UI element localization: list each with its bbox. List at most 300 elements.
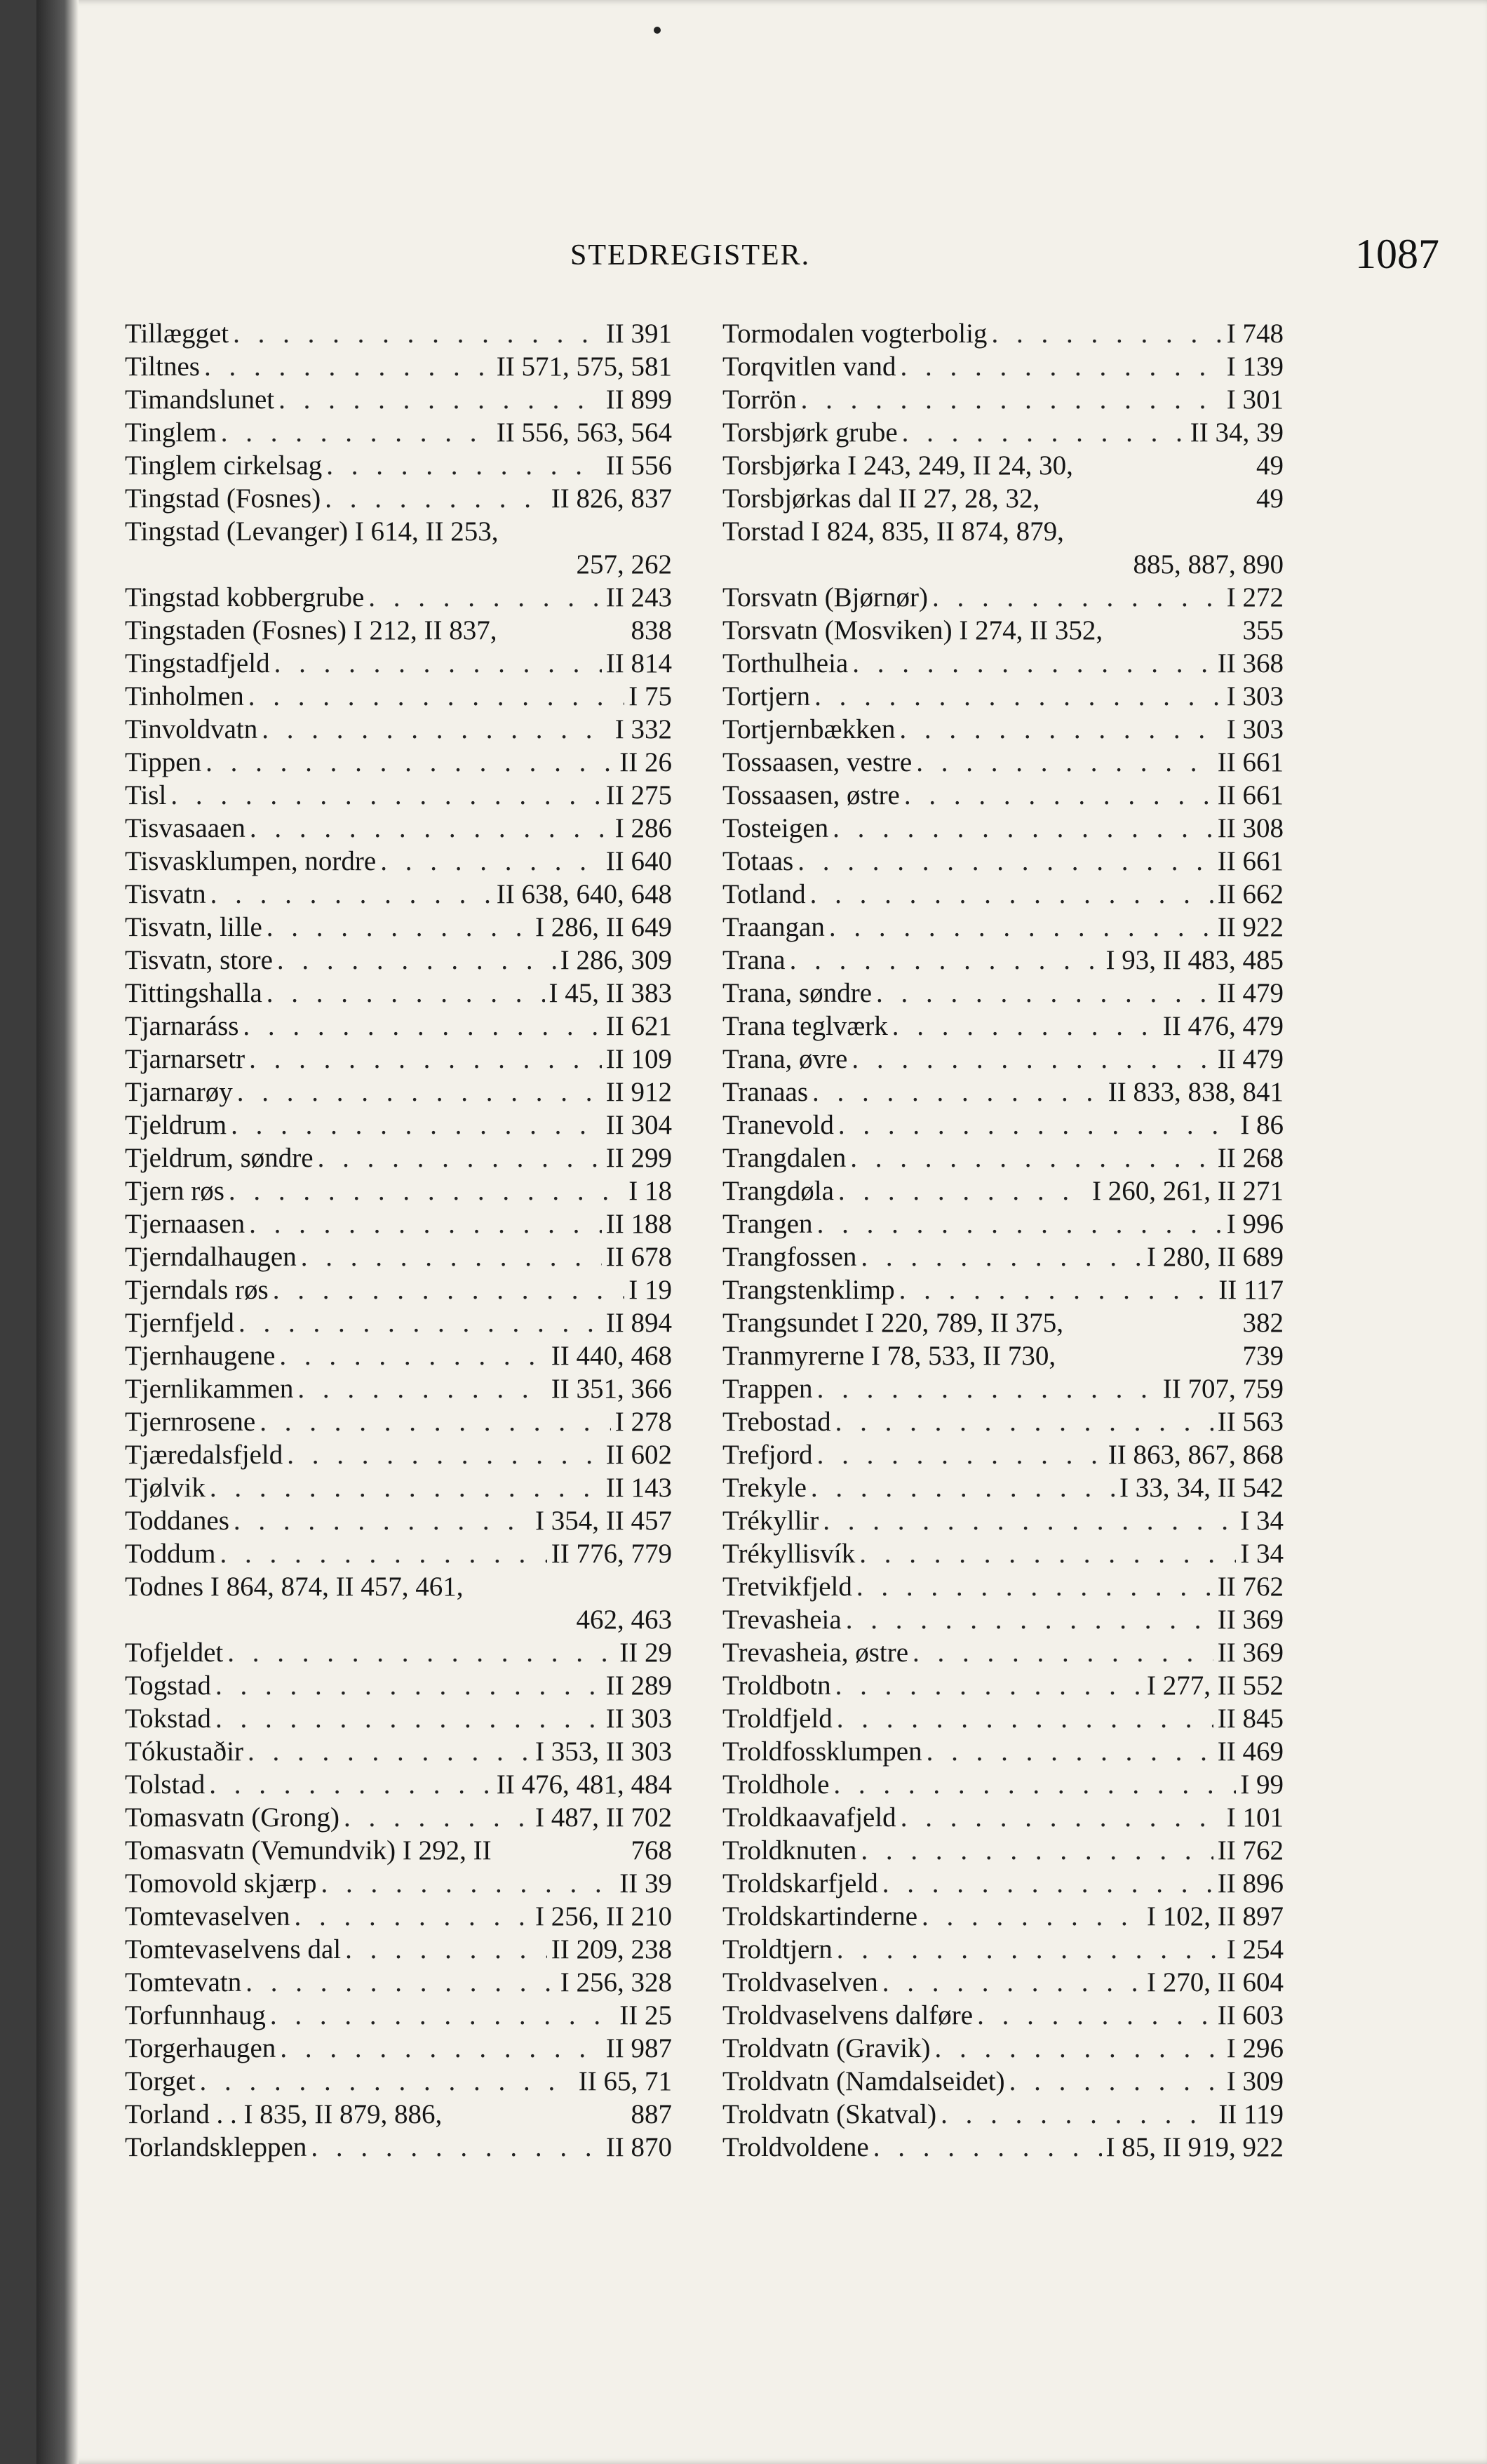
- index-entry: [722, 1999, 1284, 2032]
- dot-leader: [835, 1669, 1143, 1702]
- entry-name: Torfunnhaug: [125, 2000, 266, 2030]
- dot-leader: [913, 1636, 1213, 1669]
- entry-name: Tjernhaugene: [125, 1341, 276, 1371]
- index-entry: [125, 1109, 672, 1141]
- entry-page-refs: II 661: [1217, 846, 1284, 876]
- entry-page-refs: I 270, II 604: [1147, 1967, 1284, 1997]
- entry-name: Torsvatn (Bjørnør): [722, 582, 928, 612]
- entry-page-refs: 887: [631, 2099, 672, 2129]
- entry-page-refs: II 912: [605, 1077, 672, 1107]
- entry-page-refs: II 391: [605, 319, 672, 349]
- dot-leader: [326, 449, 601, 482]
- dot-leader: [904, 779, 1213, 812]
- index-entry: [125, 317, 672, 350]
- entry-name: Troldfjeld: [722, 1703, 833, 1734]
- index-entry: [722, 1867, 1284, 1900]
- entry-name: Torstad I 824, 835, II 874, 879,: [722, 516, 1064, 547]
- entry-name: Tjerndals røs: [125, 1275, 269, 1305]
- entry-name: Tjarnaráss: [125, 1011, 239, 1041]
- index-entry: [125, 977, 672, 1010]
- index-entry: [125, 746, 672, 779]
- entry-name: Troldvatn (Skatval): [722, 2099, 937, 2129]
- entry-name: Torlandskleppen: [125, 2132, 307, 2162]
- entry-page-refs: II 845: [1217, 1703, 1284, 1734]
- dot-leader: [901, 1801, 1223, 1834]
- entry-name: Torsbjørk grube: [722, 417, 898, 448]
- entry-name: Tjernfjeld: [125, 1308, 234, 1338]
- index-entry: [125, 383, 672, 416]
- entry-name: Trefjord: [722, 1440, 813, 1470]
- entry-page-refs: 382: [1242, 1308, 1284, 1338]
- dot-leader: [204, 350, 492, 383]
- dot-leader: [927, 1735, 1213, 1768]
- index-entry: [125, 350, 672, 383]
- index-entry: [125, 1669, 672, 1702]
- dot-leader: [856, 1570, 1213, 1603]
- entry-page-refs: I 748: [1226, 319, 1284, 349]
- dot-leader: [301, 1240, 602, 1273]
- index-entry: [125, 1537, 672, 1570]
- entry-page-refs: I 75: [628, 681, 672, 711]
- dot-leader: [215, 1702, 602, 1735]
- entry-page-refs: II 476, 481, 484: [496, 1769, 672, 1800]
- dot-leader: [344, 1801, 531, 1834]
- index-entry: [722, 1537, 1284, 1570]
- entry-page-refs: II 640: [605, 846, 672, 876]
- entry-page-refs: II 369: [1217, 1638, 1284, 1668]
- page-number: 1087: [1355, 231, 1439, 277]
- entry-name: Tomovold skjærp: [125, 1868, 317, 1899]
- dot-leader: [233, 317, 602, 350]
- index-entry: [722, 1669, 1284, 1702]
- entry-name: Trana: [722, 945, 786, 975]
- entry-page-refs: II 303: [605, 1703, 672, 1734]
- entry-name: Troldvatn (Namdalseidet): [722, 2066, 1005, 2096]
- index-entry: [125, 1010, 672, 1043]
- index-entry: [722, 581, 1284, 614]
- page-edge-shadow: [36, 0, 79, 2464]
- entry-page-refs: II 556, 563, 564: [496, 417, 672, 448]
- entry-name: Tolstad: [125, 1769, 206, 1800]
- dot-leader: [817, 1372, 1159, 1405]
- dot-leader: [882, 1966, 1143, 1999]
- dot-leader: [215, 1669, 602, 1702]
- entry-page-refs: II 661: [1217, 747, 1284, 777]
- index-entry: [722, 482, 1284, 515]
- entry-name: Torsbjørkas dal II 27, 28, 32,: [722, 483, 1040, 514]
- dot-leader: [902, 416, 1186, 449]
- entry-page-refs: 768: [631, 1835, 672, 1866]
- index-entry: [722, 977, 1284, 1010]
- entry-page-refs: I 487, II 702: [535, 1802, 672, 1833]
- index-entry: [722, 1043, 1284, 1076]
- entry-continuation: 257, 262: [576, 549, 672, 580]
- index-entry: [125, 1141, 672, 1174]
- entry-name: Totland: [722, 879, 806, 909]
- index-entry: [125, 1570, 672, 1603]
- index-entry: [125, 1471, 672, 1504]
- entry-name: Trevasheia: [722, 1605, 842, 1635]
- index-entry: [125, 482, 672, 515]
- entry-page-refs: II 707, 759: [1162, 1374, 1284, 1404]
- entry-page-refs: I 19: [628, 1275, 672, 1305]
- index-entry: [125, 1438, 672, 1471]
- entry-page-refs: II 894: [605, 1308, 672, 1338]
- entry-page-refs: I 301: [1226, 384, 1284, 415]
- index-entry: [125, 1636, 672, 1669]
- index-entry: [722, 1109, 1284, 1141]
- entry-name: Troldskarfjeld: [722, 1868, 878, 1899]
- index-entry: [125, 416, 672, 449]
- dot-leader: [817, 1207, 1223, 1240]
- entry-page-refs: I 139: [1226, 351, 1284, 382]
- entry-name: Trangfossen: [722, 1242, 857, 1272]
- entry-name: Tjeldrum: [125, 1110, 227, 1140]
- dot-leader: [823, 1504, 1236, 1537]
- entry-name: Tortjern: [722, 681, 811, 711]
- index-entry: [722, 383, 1284, 416]
- index-entry: [125, 614, 672, 647]
- index-entry: [125, 1966, 672, 1999]
- entry-name: Trékyllisvík: [722, 1539, 856, 1569]
- index-entry: [722, 449, 1284, 482]
- index-entry: [722, 1636, 1284, 1669]
- index-entry: [722, 515, 1284, 548]
- index-entry: [125, 1504, 672, 1537]
- index-entry: [125, 1801, 672, 1834]
- index-entry: [722, 1735, 1284, 1768]
- entry-page-refs: I 85, II 919, 922: [1105, 2132, 1284, 2162]
- dot-leader: [243, 1010, 601, 1043]
- entry-page-refs: II 25: [619, 2000, 672, 2030]
- entry-page-refs: II 26: [619, 747, 672, 777]
- entry-name: Tjernlikammen: [125, 1374, 294, 1404]
- entry-page-refs: I 254: [1226, 1934, 1284, 1964]
- entry-name: Traangan: [722, 912, 825, 942]
- entry-page-refs: II 602: [605, 1440, 672, 1470]
- index-entry: [125, 515, 672, 548]
- dot-leader: [798, 845, 1213, 878]
- index-entry: [125, 845, 672, 878]
- dot-leader: [249, 1207, 602, 1240]
- index-entry: [125, 1702, 672, 1735]
- entry-name: Troldkaavafjeld: [722, 1802, 896, 1833]
- entry-page-refs: II 479: [1217, 978, 1284, 1008]
- index-entry: [722, 614, 1284, 647]
- entry-page-refs: I 33, 34, II 542: [1119, 1473, 1284, 1503]
- dot-leader: [210, 878, 492, 911]
- index-entry: [125, 1768, 672, 1801]
- entry-name: Tjernrosene: [125, 1407, 256, 1437]
- entry-name: Todnes I 864, 874, II 457, 461,: [125, 1572, 464, 1602]
- entry-page-refs: I 102, II 897: [1147, 1901, 1284, 1931]
- entry-page-refs: I 272: [1226, 582, 1284, 612]
- entry-name: Tjarnarsetr: [125, 1044, 245, 1074]
- dot-leader: [810, 878, 1213, 911]
- entry-name: Tingstadfjeld: [125, 648, 270, 678]
- index-entry: [125, 1735, 672, 1768]
- dot-leader: [250, 812, 611, 845]
- entry-page-refs: II 65, 71: [578, 2066, 672, 2096]
- index-entry: [722, 680, 1284, 713]
- dot-leader: [220, 1537, 546, 1570]
- index-entry: [125, 1405, 672, 1438]
- entry-name: Torrön: [722, 384, 797, 415]
- dot-leader: [852, 647, 1213, 680]
- entry-page-refs: I 256, II 210: [535, 1901, 672, 1931]
- entry-page-refs: II 833, 838, 841: [1108, 1077, 1284, 1107]
- entry-name: Tjæredalsfjeld: [125, 1440, 283, 1470]
- dot-leader: [892, 1010, 1159, 1043]
- index-entry: [722, 1207, 1284, 1240]
- dot-leader: [267, 977, 545, 1010]
- dot-leader: [861, 1834, 1213, 1867]
- entry-name: Tormodalen vogterbolig: [722, 319, 988, 349]
- index-entry: [722, 1471, 1284, 1504]
- entry-page-refs: II 556: [605, 450, 672, 481]
- entry-name: Torsbjørka I 243, 249, II 24, 30,: [722, 450, 1073, 481]
- entry-name: Tinholmen: [125, 681, 244, 711]
- dot-leader: [311, 2131, 601, 2164]
- entry-name: Troldknuten: [722, 1835, 857, 1866]
- entry-name: Tisvasklumpen, nordre: [125, 846, 377, 876]
- dot-leader: [287, 1438, 602, 1471]
- dot-leader: [380, 845, 602, 878]
- entry-page-refs: I 996: [1226, 1209, 1284, 1239]
- entry-name: Tranevold: [722, 1110, 834, 1140]
- entry-page-refs: 355: [1242, 615, 1284, 645]
- dot-leader: [227, 1636, 615, 1669]
- dot-leader: [837, 1702, 1213, 1735]
- entry-page-refs: II 870: [605, 2132, 672, 2162]
- entry-page-refs: II 275: [605, 780, 672, 810]
- entry-name: Tortjernbækken: [722, 714, 896, 744]
- entry-page-refs: I 280, II 689: [1147, 1242, 1284, 1272]
- dot-leader: [368, 581, 602, 614]
- entry-page-refs: II 440, 468: [551, 1341, 672, 1371]
- index-entry: [125, 1174, 672, 1207]
- entry-name: Toddum: [125, 1539, 216, 1569]
- entry-name: Toddanes: [125, 1506, 229, 1536]
- entry-page-refs: I 303: [1226, 714, 1284, 744]
- index-entry: [722, 1966, 1284, 1999]
- entry-page-refs: I 303: [1226, 681, 1284, 711]
- dot-leader: [838, 1174, 1088, 1207]
- entry-page-refs: II 661: [1217, 780, 1284, 810]
- entry-page-refs: I 34: [1240, 1539, 1284, 1569]
- entry-name: Tingstad kobbergrube: [125, 582, 365, 612]
- entry-name: Troldtjern: [722, 1934, 833, 1964]
- entry-name: Trékyllir: [722, 1506, 819, 1536]
- entry-page-refs: I 354, II 457: [535, 1506, 672, 1536]
- dot-leader: [833, 812, 1213, 845]
- entry-page-refs: II 289: [605, 1670, 672, 1701]
- entry-page-refs: I 45, II 383: [549, 978, 672, 1008]
- index-entry: [722, 1900, 1284, 1933]
- entry-name: Tittingshalla: [125, 978, 262, 1008]
- dot-leader: [916, 746, 1213, 779]
- dot-leader: [900, 350, 1222, 383]
- entry-page-refs: II 571, 575, 581: [496, 351, 672, 382]
- entry-name: Troldvaselven: [722, 1967, 878, 1997]
- dot-leader: [206, 746, 615, 779]
- entry-name: Trangstenklimp: [722, 1275, 895, 1305]
- entry-page-refs: II 308: [1217, 813, 1284, 843]
- entry-page-refs: II 479: [1217, 1044, 1284, 1074]
- entry-name: Troldvaselvens dalføre: [722, 2000, 974, 2030]
- entry-name: Torsvatn (Mosviken) I 274, II 352,: [722, 615, 1103, 645]
- entry-page-refs: 739: [1242, 1341, 1284, 1371]
- dot-leader: [267, 911, 531, 944]
- index-entry: [722, 1076, 1284, 1109]
- index-entry: [125, 1076, 672, 1109]
- dot-leader: [835, 1405, 1213, 1438]
- entry-name: Troldvoldene: [722, 2132, 869, 2162]
- dot-leader: [846, 1603, 1213, 1636]
- dot-leader: [248, 680, 624, 713]
- entry-page-refs: II 987: [605, 2033, 672, 2063]
- index-entry: [722, 1768, 1284, 1801]
- dot-leader: [899, 1273, 1215, 1306]
- dot-leader: [273, 1273, 625, 1306]
- entry-name: Trana, øvre: [722, 1044, 848, 1074]
- entry-page-refs: II 863, 867, 868: [1108, 1440, 1284, 1470]
- dot-leader: [838, 1109, 1236, 1141]
- entry-page-refs: II 469: [1217, 1736, 1284, 1767]
- dot-leader: [876, 977, 1213, 1010]
- entry-name: Totaas: [722, 846, 794, 876]
- entry-page-refs: II 351, 366: [551, 1374, 672, 1404]
- entry-page-refs: II 119: [1218, 2099, 1284, 2129]
- index-entry: [125, 1273, 672, 1306]
- entry-name: Tossaasen, østre: [722, 780, 900, 810]
- dot-leader: [270, 1999, 615, 2032]
- entry-page-refs: I 86: [1240, 1110, 1284, 1140]
- entry-name: Trangdalen: [722, 1143, 847, 1173]
- dot-leader: [325, 482, 547, 515]
- index-entry: [125, 1339, 672, 1372]
- dot-leader: [859, 1537, 1236, 1570]
- dot-leader: [852, 1043, 1213, 1076]
- entry-page-refs: II 638, 640, 648: [496, 879, 672, 909]
- index-entry: [722, 845, 1284, 878]
- index-entry: [125, 944, 672, 977]
- entry-name: Trangdøla: [722, 1176, 834, 1206]
- entry-page-refs: II 368: [1217, 648, 1284, 678]
- dot-leader: [1009, 2065, 1223, 2098]
- index-entry: [722, 1273, 1284, 1306]
- entry-name: Torgerhaugen: [125, 2033, 276, 2063]
- entry-name: Tippen: [125, 747, 202, 777]
- index-entry: [125, 713, 672, 746]
- entry-name: Tisvasaaen: [125, 813, 245, 843]
- entry-name: Tossaasen, vestre: [722, 747, 913, 777]
- entry-name: Tranmyrerne I 78, 533, II 730,: [722, 1341, 1056, 1371]
- dot-leader: [279, 1339, 546, 1372]
- dot-leader: [238, 1306, 602, 1339]
- entry-page-refs: II 299: [605, 1143, 672, 1173]
- index-entry: [722, 2131, 1284, 2164]
- dot-leader: [837, 1933, 1223, 1966]
- dot-leader: [941, 2098, 1214, 2131]
- entry-name: Tomtevatn: [125, 1967, 242, 1997]
- entry-name: Trekyle: [722, 1473, 807, 1503]
- entry-page-refs: I 18: [628, 1176, 672, 1206]
- index-entry: [722, 2032, 1284, 2065]
- entry-page-refs: II 29: [619, 1638, 672, 1668]
- index-entry: [722, 1240, 1284, 1273]
- entry-page-refs: II 109: [605, 1044, 672, 1074]
- entry-page-refs: II 899: [605, 384, 672, 415]
- dot-leader: [248, 1735, 531, 1768]
- entry-name: Tomtevaselvens dal: [125, 1934, 342, 1964]
- index-entry: [125, 1043, 672, 1076]
- index-entry: [125, 1372, 672, 1405]
- index-entry: [722, 1438, 1284, 1471]
- entry-page-refs: I 332: [614, 714, 672, 744]
- index-entry: [125, 1240, 672, 1273]
- dot-leader: [345, 1933, 547, 1966]
- entry-page-refs: II 34, 39: [1190, 417, 1284, 448]
- entry-name: Tomasvatn (Vemundvik) I 292, II: [125, 1835, 492, 1866]
- dot-leader: [811, 1471, 1115, 1504]
- index-entry: [722, 1339, 1284, 1372]
- entry-name: Timandslunet: [125, 384, 275, 415]
- index-entry: [722, 2065, 1284, 2098]
- dot-leader: [977, 1999, 1213, 2032]
- entry-page-refs: II 922: [1217, 912, 1284, 942]
- index-entry: [722, 878, 1284, 911]
- dot-leader: [934, 2032, 1222, 2065]
- index-entry: [125, 2131, 672, 2164]
- entry-name: Tinglem: [125, 417, 217, 448]
- index-entry: [125, 1933, 672, 1966]
- index-entry: [125, 2032, 672, 2065]
- index-entry: [125, 1834, 672, 1867]
- entry-name: Tisvatn: [125, 879, 206, 909]
- dot-leader: [991, 317, 1222, 350]
- index-entry: [722, 1141, 1284, 1174]
- index-entry: [722, 944, 1284, 977]
- index-entry: [722, 416, 1284, 449]
- index-entry: [722, 1405, 1284, 1438]
- entry-page-refs: II 39: [619, 1868, 672, 1899]
- entry-page-refs: I 34: [1240, 1506, 1284, 1536]
- entry-page-refs: II 826, 837: [551, 483, 672, 514]
- entry-page-refs: II 369: [1217, 1605, 1284, 1635]
- index-entry: [125, 1999, 672, 2032]
- index-entry: [722, 1306, 1284, 1339]
- index-entry: [722, 1174, 1284, 1207]
- index-entry: [722, 911, 1284, 944]
- index-entry: [125, 2098, 672, 2131]
- entry-name: Tingstad (Fosnes): [125, 483, 321, 514]
- entry-page-refs: 49: [1256, 450, 1284, 481]
- entry-name: Tosteigen: [722, 813, 829, 843]
- dot-leader: [801, 383, 1223, 416]
- entry-page-refs: I 277, II 552: [1147, 1670, 1284, 1701]
- entry-page-refs: II 209, 238: [551, 1934, 672, 1964]
- dot-leader: [812, 1076, 1104, 1109]
- entry-name: Tokstad: [125, 1703, 211, 1734]
- entry-page-refs: I 286: [614, 813, 672, 843]
- dot-leader: [861, 1240, 1143, 1273]
- entry-name: Torthulheia: [722, 648, 849, 678]
- dot-leader: [170, 779, 601, 812]
- entry-name: Tjølvik: [125, 1473, 206, 1503]
- index-entry: [722, 713, 1284, 746]
- index-entry: [125, 1306, 672, 1339]
